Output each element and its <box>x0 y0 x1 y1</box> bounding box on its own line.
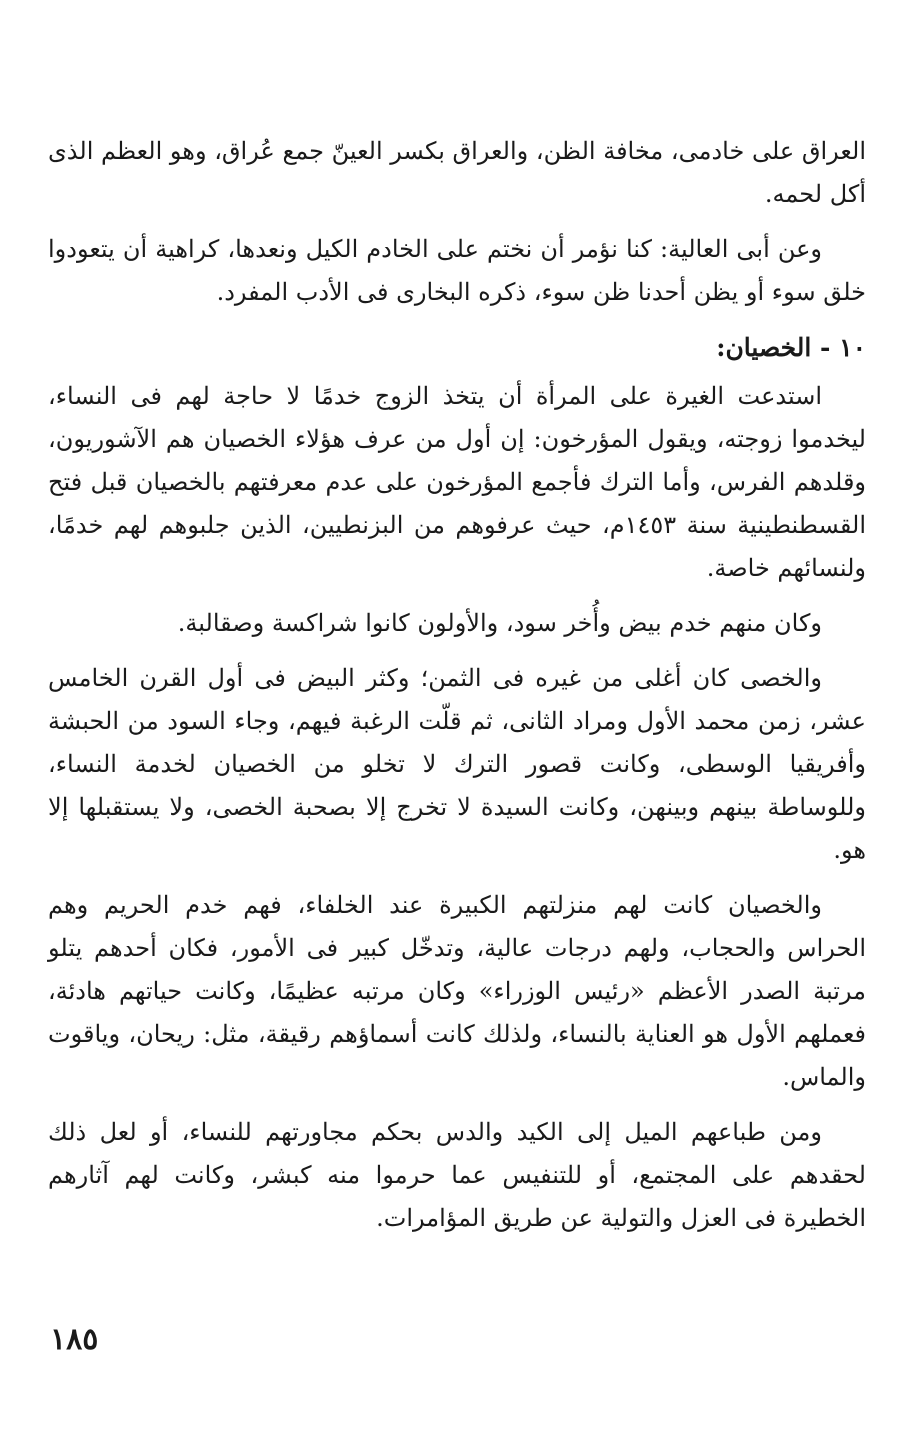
page-body <box>48 130 866 1410</box>
paragraph-price: والخصى كان أغلى من غيره فى الثمن؛ وكثر البيض فى أول القرن الخامس عشر، زمن محمد الأول ومراد الثانى، ثم قلّت الرغبة فيهم، وجاء السود من الحبشة وأفريقيا الوسطى، وكانت قصور الترك لا تخلو من الخصيان لخدمة النساء، وللوساطة بينهم وبينهن، وكانت السيدة لا تخرج إلا بصحبة الخصى، ولا يستقبلها إلا هو. <box>48 664 867 864</box>
paragraph-status: والخصيان كانت لهم منزلتهم الكبيرة عند الخلفاء، فهم خدم الحريم وهم الحراس والحجاب، ولهم درجات عالية، وتدخّل كبير فى الأمور، فكان أحدهم يتلو مرتبة الصدر الأعظم «رئيس الوزراء» وكان مرتبه عظيمًا، وكانت حياتهم هادئة، فعملهم الأول هو العناية بالنساء، ولذلك كانت أسماؤهم رقيقة، مثل: ريحان، وياقوت والماس. <box>48 891 866 1091</box>
paragraph-abi-aliya: وعن أبى العالية: كنا نؤمر أن نختم على الخادم الكيل ونعدها، كراهية أن يتعودوا خلق سوء أو يظن أحدنا ظن سوء، ذكره البخارى فى الأدب المفرد. <box>48 235 866 306</box>
page-number: ١٨٥ <box>50 1322 99 1357</box>
paragraph-intrigue: ومن طباعهم الميل إلى الكيد والدس بحكم مجاورتهم للنساء، أو لعل ذلك لحقدهم على المجتمع، أو للتنفيس عما حرموا منه كبشر، وكانت لهم آثارهم الخطيرة فى العزل والتولية عن طريق المؤامرات. <box>48 1118 866 1232</box>
paragraph-origin-eunuchs: استدعت الغيرة على المرأة أن يتخذ الزوج خدمًا لا حاجة لهم فى النساء، ليخدموا زوجته، ويقول المؤرخون: إن أول من عرف هؤلاء الخصيان هم الآشوريون، وقلدهم الفرس، وأما الترك فأجمع المؤرخون على عدم معرفتهم بالخصيان قبل فتح القسطنطينية سنة ١٤٥٣م، حيث عرفوهم من البزنطيين، الذين جلبوهم لهم خدمًا، ولنسائهم خاصة. <box>48 382 867 582</box>
paragraph-white-black: وكان منهم خدم بيض وأُخر سود، والأولون كانوا شراكسة وصقالبة. <box>177 609 822 637</box>
paragraph-continuation: العراق على خادمى، مخافة الظن، والعراق بكسر العينّ جمع عُراق، وهو العظم الذى أكل لحمه. <box>48 137 866 208</box>
section-heading: ١٠ - الخصيان: <box>716 333 866 362</box>
